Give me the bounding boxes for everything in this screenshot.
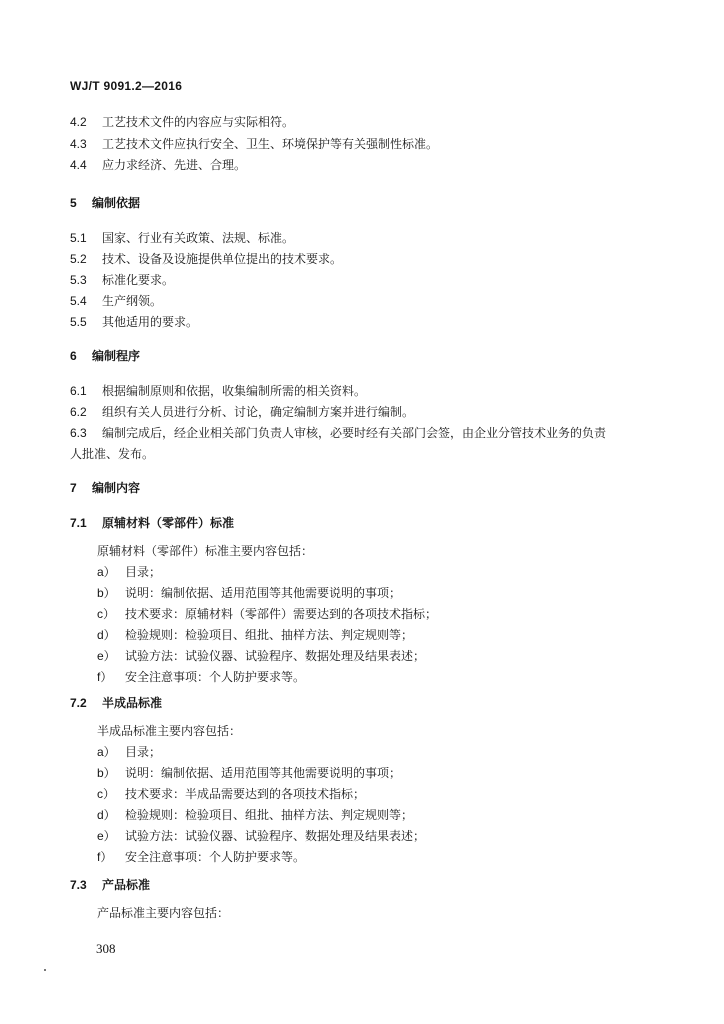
- clause-text: 其他适用的要求。: [102, 315, 199, 329]
- clause-text: 工艺技术文件的内容应与实际相符。: [102, 115, 295, 129]
- clause-number: 5.3: [70, 273, 87, 287]
- list-label: e）: [97, 829, 116, 843]
- subsection-number: 7.3: [70, 878, 87, 892]
- list-intro: 半成品标准主要内容包括：: [97, 724, 242, 738]
- list-text: 检验规则：检验项目、组批、抽样方法、判定规则等；: [125, 808, 414, 822]
- clause-number: 5.1: [70, 231, 87, 245]
- list-item: [97, 828, 425, 844]
- clause-item: [70, 157, 246, 173]
- subsection-number: 7.1: [70, 516, 87, 530]
- list-item: [97, 786, 365, 802]
- list-text: 试验方法：试验仪器、试验程序、数据处理及结果表述；: [125, 649, 426, 663]
- clause-number: 5.5: [70, 315, 87, 329]
- section-heading: [70, 348, 140, 364]
- section-title: 编制程序: [92, 349, 141, 363]
- clause-text: 编制完成后，经企业相关部门负责人审核，必要时经有关部门会签，由企业分管技术业务的负责: [102, 426, 607, 440]
- clause-item: [70, 136, 438, 152]
- list-item: [97, 585, 401, 601]
- page-number: 308: [96, 941, 116, 956]
- clause-continuation: 人批准、发布。: [70, 447, 155, 461]
- list-label: f）: [97, 670, 113, 684]
- list-text: 说明：编制依据、适用范围等其他需要说明的事项；: [125, 586, 402, 600]
- clause-item: [70, 404, 414, 420]
- clause-item: [70, 314, 198, 330]
- clause-number: 5.4: [70, 294, 87, 308]
- clause-number: 4.2: [70, 115, 87, 129]
- list-item: [97, 807, 413, 823]
- clause-item: [70, 425, 606, 441]
- list-item: [97, 648, 425, 664]
- section-number: 5: [70, 196, 77, 210]
- clause-text: 技术、设备及设施提供单位提出的技术要求。: [102, 252, 343, 266]
- scan-speck: [44, 969, 46, 971]
- standard-code-header: WJ/T 9091.2—2016: [70, 79, 183, 93]
- list-text: 技术要求：半成品需要达到的各项技术指标；: [125, 787, 366, 801]
- list-label: c）: [97, 787, 116, 801]
- section-heading: [70, 195, 140, 211]
- list-item: [97, 627, 413, 643]
- clause-text: 国家、行业有关政策、法规、标准。: [102, 231, 295, 245]
- list-label: a）: [97, 565, 116, 579]
- list-label: e）: [97, 649, 116, 663]
- subsection-title: 半成品标准: [102, 696, 163, 710]
- list-text: 安全注意事项：个人防护要求等。: [125, 850, 306, 864]
- list-label: d）: [97, 808, 116, 822]
- clause-text: 标准化要求。: [102, 273, 175, 287]
- subsection-heading: [70, 515, 234, 531]
- list-intro: 产品标准主要内容包括：: [97, 906, 230, 920]
- clause-text: 工艺技术文件应执行安全、卫生、环境保护等有关强制性标准。: [102, 137, 439, 151]
- clause-text: 组织有关人员进行分析、讨论，确定编制方案并进行编制。: [102, 405, 415, 419]
- list-text: 目录；: [125, 745, 162, 759]
- section-number: 7: [70, 481, 77, 495]
- list-text: 目录；: [125, 565, 162, 579]
- clause-number: 4.3: [70, 137, 87, 151]
- list-item: [97, 606, 437, 622]
- clause-number: 6.2: [70, 405, 87, 419]
- section-title: 编制内容: [92, 481, 141, 495]
- subsection-title: 产品标准: [102, 878, 151, 892]
- clause-item: [70, 230, 294, 246]
- list-text: 技术要求：原辅材料（零部件）需要达到的各项技术指标；: [125, 607, 438, 621]
- list-text: 说明：编制依据、适用范围等其他需要说明的事项；: [125, 766, 402, 780]
- list-item: [97, 669, 305, 685]
- list-label: b）: [97, 586, 116, 600]
- clause-item: [70, 114, 294, 130]
- clause-number: 6.1: [70, 384, 87, 398]
- section-title: 编制依据: [92, 196, 141, 210]
- list-intro: 原辅材料（零部件）标准主要内容包括：: [97, 544, 314, 558]
- clause-item: [70, 293, 162, 309]
- list-item: [97, 765, 401, 781]
- clause-number: 6.3: [70, 426, 87, 440]
- clause-text: 生产纲领。: [102, 294, 163, 308]
- subsection-title: 原辅材料（零部件）标准: [102, 516, 235, 530]
- clause-number: 4.4: [70, 158, 87, 172]
- section-heading: [70, 480, 140, 496]
- list-item: [97, 849, 305, 865]
- subsection-heading: [70, 695, 162, 711]
- list-item: [97, 744, 161, 760]
- list-text: 安全注意事项：个人防护要求等。: [125, 670, 306, 684]
- clause-text: 应力求经济、先进、合理。: [102, 158, 247, 172]
- list-label: c）: [97, 607, 116, 621]
- clause-text: 根据编制原则和依据，收集编制所需的相关资料。: [102, 384, 367, 398]
- list-label: f）: [97, 850, 113, 864]
- list-label: d）: [97, 628, 116, 642]
- list-label: a）: [97, 745, 116, 759]
- clause-item: [70, 272, 174, 288]
- list-item: [97, 564, 161, 580]
- subsection-heading: [70, 877, 150, 893]
- list-text: 试验方法：试验仪器、试验程序、数据处理及结果表述；: [125, 829, 426, 843]
- list-text: 检验规则：检验项目、组批、抽样方法、判定规则等；: [125, 628, 414, 642]
- clause-item: [70, 383, 366, 399]
- clause-number: 5.2: [70, 252, 87, 266]
- clause-item: [70, 251, 342, 267]
- section-number: 6: [70, 349, 77, 363]
- subsection-number: 7.2: [70, 696, 87, 710]
- list-label: b）: [97, 766, 116, 780]
